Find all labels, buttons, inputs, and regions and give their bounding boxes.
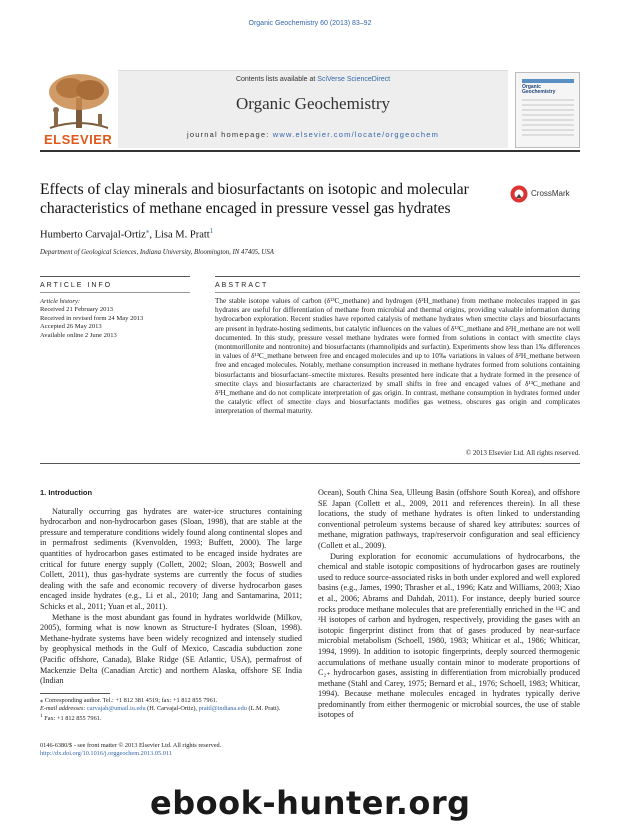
author-list	[40, 227, 213, 241]
email-owner: (L.M. Pratt).	[246, 704, 281, 712]
history-item: Received in revised form 24 May 2013	[40, 314, 144, 322]
journal-masthead	[40, 70, 580, 148]
author-separator: ,	[149, 229, 155, 241]
masthead-banner	[118, 70, 508, 148]
history-item: Available online 2 June 2013	[40, 331, 117, 339]
fax-mark: 1	[40, 712, 43, 719]
history-label: Article history:	[40, 298, 81, 305]
abstract-heading: ABSTRACT	[215, 282, 269, 289]
elsevier-tree-logo	[40, 70, 118, 148]
crossmark-label: CrossMark	[531, 189, 570, 198]
crossmark-button[interactable]	[510, 185, 580, 205]
footnotes	[40, 697, 302, 722]
abstract-text: The stable isotope values of carbon (δ¹³C_methane) and hydrogen (δ²H_methane) from methane molecules trapped in gas hydrates are useful for differentiation of methane from microbial and thermal origins, providing valuable information during hydrocarbon exploration. Recent studies have reported catalysis of methane hydrates when smectite clays and biosurfactants are present in hydrate-hosting sediments, but catalytic influences on the values of δ¹³C_methane and δ²H_methane are not well documented. In this study, pressure vessel methane hydrates were formed from solutions in contact with smectite clays (montmorillonite and nontronite) and biosurfactants (rhamnolipids and surfactin). Experiments show less than 1‰ differences in values of δ¹³C_methane between free and encaged molecules and up to 10‰ variations in values of δ²H_methane between free and encaged molecules. Notably, methane consumption increased in methane hydrates formed from solutions containing biosurfactants and biosurfactant–smectite mixtures. Results presented here indicate that a hydrate formed in the presence of smectite clays and biosurfactants are characterized by small shifts in free and encaged values of δ¹³C_methane and δ²H_methane and do not complicate interpretation of gas origin. In contrast, methane consumption in hydrates formed under the catalytic effect of smectite clays and biosurfactants modifies gas wetness, obscures gas origin and complicates interpretation of thermal maturity.	[215, 297, 580, 416]
running-head[interactable]: Organic Geochemistry 60 (2013) 83–92	[248, 20, 372, 27]
journal-name[interactable]: Organic Geochemistry	[235, 94, 391, 113]
homepage-link[interactable]: www.elsevier.com/locate/orggeochem	[272, 130, 440, 139]
abstract-copyright: © 2013 Elsevier Ltd. All rights reserved.	[465, 449, 580, 457]
cover-lines	[522, 99, 574, 139]
section-heading: 1. Introduction	[40, 488, 93, 497]
footnote-rule	[40, 693, 110, 694]
article-info-heading: ARTICLE INFO	[40, 282, 113, 289]
affiliation: Department of Geological Sciences, Indiana University, Bloomington, IN 47405, USA	[40, 249, 274, 256]
body-top-rule	[40, 463, 580, 464]
title-line-2: characteristics of methane encaged in pressure vessel gas hydrates	[40, 200, 451, 217]
history-item: Received 21 February 2013	[40, 306, 114, 314]
body-paragraph: Methane is the most abundant gas found in hydrates worldwide (Milkov, 2005), forming what is now known as Structure-I hydrates (Sloan, 1998). Methane-hydrate systems have been widely recognized and intensely studied by geophysical methods in the Gulf of Mexico, Cascadia subduction zone (Pacific offshore, Canada), Blake Ridge (SE Atlantic, USA), permafrost of Mackenzie Delta (Canadian Arctic) and northern Alaska, offshore SE India (Indian	[40, 612, 302, 686]
contents-line	[118, 76, 508, 83]
front-matter-line: 0146-6380/$ - see front matter © 2013 Elsevier Ltd. All rights reserved.	[40, 742, 222, 749]
email-footnote	[40, 705, 302, 713]
article-history	[40, 298, 190, 340]
sciencedirect-link[interactable]: SciVerse ScienceDirect	[317, 76, 391, 83]
author-name[interactable]: Lisa M. Pratt	[154, 229, 210, 241]
journal-cover-thumbnail[interactable]	[515, 72, 580, 148]
body-paragraph: Ocean), South China Sea, Ulleung Basin (offshore South Korea), and offshore SE Japan (Collett et al., 2009, 2011 and references therein). In all these locations, the study of methane hydrates is often linked to understanding conventional petroleum systems because of shared key attributes: sources of methane, migration pathways, trap/reservoir configuration and seal efficiency (Collett et al., 2009).	[318, 488, 580, 550]
email-link[interactable]: carvajah@umail.iu.edu	[87, 704, 146, 712]
article-info-subrule	[40, 292, 190, 293]
article-info-rule	[40, 276, 190, 277]
body-paragraph: During exploration for economic accumulations of hydrocarbons, the chemical and stable isotopic compositions of hydrocarbon gases are routinely used to reduce source-associated risks in both under explored and well explored basins (e.g., James, 1990; Thrasher et al., 1996; Katz and Williams, 2003; Xiao et al., 2006; Abrams and Dahdah, 2011). For instance, deeply buried source rocks produce methane molecules that are preferentially enriched in the ¹³C and ²H isotopes of carbon and hydrogen, respectively, providing the gases with an isotopic fingerprint distinct from that of gases produced by near-surface microbial metabolism (Schoell, 1980, 1983; Whiticar et al., 1986; Whiticar, 1994, 1999). In addition to isotopic fingerprints, deeply sourced thermogenic accumulations of methane usually contain minor to moderate proportions of C₂₊ hydrocarbon gases, assisting in differentiation from microbially produced methane (Stahl and Carey, 1975; Bernard et al., 1976; Schoell, 1983; Whiticar, 1994). Because methane molecules encaged in hydrates typically derive predominantly from either thermogenic or microbial sources, the use of stable isotopes of	[318, 551, 580, 720]
fax-text: Fax: +1 812 855 7961.	[44, 714, 102, 722]
elsevier-wordmark: ELSEVIER	[44, 132, 113, 147]
masthead-rule	[40, 150, 580, 152]
history-item: Accepted 26 May 2013	[40, 323, 102, 331]
body-column-right	[318, 488, 580, 721]
corresponding-text: Corresponding author. Tel.: +1 812 381 4519; fax: +1 812 855 7961.	[44, 697, 218, 704]
body-column-left	[40, 488, 302, 687]
corresponding-mark: ⁎	[40, 697, 44, 704]
fax-footnote	[40, 713, 302, 723]
title-line-1: Effects of clay minerals and biosurfactants on isotopic and molecular	[40, 181, 469, 198]
crossmark-icon	[510, 185, 528, 203]
author-name[interactable]: Humberto Carvajal-Ortiz	[40, 229, 146, 241]
watermark: ebook-hunter.org	[150, 784, 471, 822]
corresponding-footnote	[40, 697, 302, 705]
abstract-rule	[215, 276, 580, 277]
cover-band	[522, 79, 574, 83]
journal-homepage	[118, 130, 508, 139]
contents-prefix: Contents lists available at	[235, 76, 318, 83]
body-paragraph: Naturally occurring gas hydrates are water-ice structures containing hydrocarbon and non-hydrocarbon gases (Sloan, 1998), that are stable at the pressure and temperature conditions widely found along continental slopes and in permafrost sediments (Kvenvolden, 1993; Buffett, 2000). The large quantities of hydrocarbon gases estimated to be encaged inside hydrates are critical for future energy supply (Collett, 2002; Sloan, 2003; Boswell and Collett, 2011), thus gas-hydrate systems are currently the focus of studies dealing with the safe and economic recovery of diverse hydrocarbon gases encaged inside hydrates (e.g., Li et al., 2010; Jang and Santamarina, 2011; Schicks et al., 2011; Yuan et al., 2011).	[40, 506, 302, 611]
footnote-mark[interactable]: 1	[209, 227, 214, 235]
article-title	[40, 180, 500, 218]
email-owner: (H. Carvajal-Ortiz),	[145, 704, 199, 712]
abstract-subrule	[215, 292, 580, 293]
doi-link[interactable]: http://dx.doi.org/10.1016/j.orggeochem.2013.05.011	[40, 750, 172, 757]
homepage-prefix: journal homepage:	[186, 130, 273, 139]
issn-block	[40, 742, 302, 758]
corresponding-author-mark[interactable]: ⁎	[145, 227, 150, 235]
email-label: E-mail addresses:	[40, 704, 87, 712]
cover-title: Organic Geochemistry	[522, 84, 556, 95]
email-link[interactable]: prattl@indiana.edu	[198, 704, 247, 712]
